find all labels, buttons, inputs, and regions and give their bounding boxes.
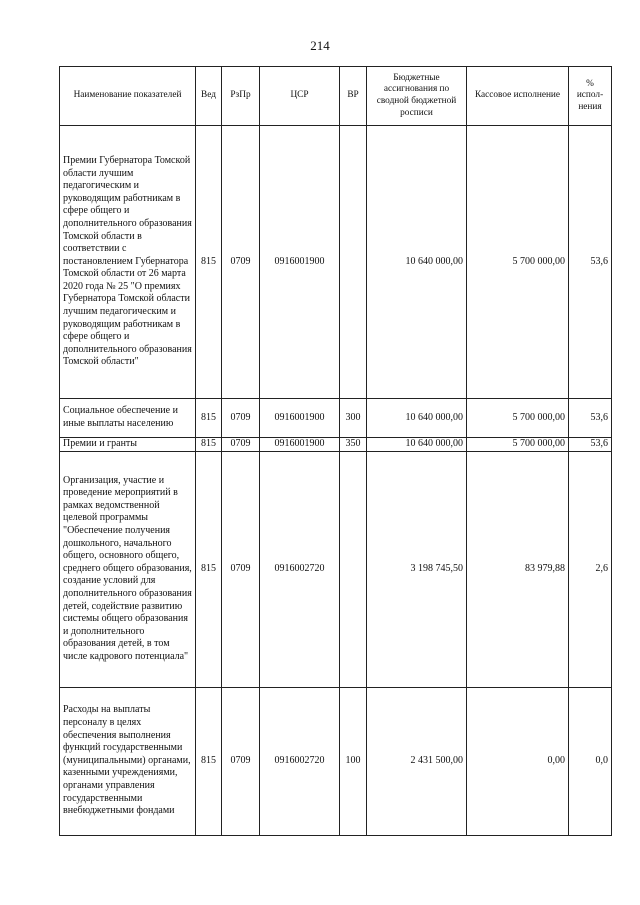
row-kass: 5 700 000,00 [467,399,569,438]
row-csr: 0916001900 [260,399,340,438]
row-plan: 10 640 000,00 [367,399,467,438]
row-name: Премии Губернатора Томской области лучшим педагогическим и руководящим работникам в сфере общего и дополнительного образования Томской области в соответствии с постановлением Губернатора Томской области от 26 марта 2020 года № 25 "О премиях Губернатора Томской области лучшим педагогическим и руководящим работникам в сфере общего и дополнительного образования Томской области" [60,126,196,399]
row-name: Премии и гранты [60,438,196,452]
row-pct: 53,6 [569,126,612,399]
row-rzpr: 0709 [222,126,260,399]
table-header-row [60,67,612,126]
header-csr: ЦСР [260,67,340,126]
row-csr: 0916001900 [260,126,340,399]
row-rzpr: 0709 [222,438,260,452]
table-row [60,438,612,452]
row-ved: 815 [196,451,222,687]
row-plan: 3 198 745,50 [367,451,467,687]
header-plan: Бюджетные ассигнования по сводной бюджетной росписи [367,67,467,126]
row-vr [340,126,367,399]
table-row [60,451,612,687]
header-ved: Вед [196,67,222,126]
row-ved: 815 [196,126,222,399]
row-kass: 83 979,88 [467,451,569,687]
row-name: Организация, участие и проведение мероприятий в рамках ведомственной целевой программы "Обеспечение получения дошкольного, начального общего, основного общего, среднего общего образования, создание условий для дополнительного образования детей, содействие развитию системы общего образования и дополнительного образования детей, в том числе кадрового потенциала" [60,451,196,687]
row-rzpr: 0709 [222,687,260,835]
header-pct: % испол-нения [569,67,612,126]
row-kass: 5 700 000,00 [467,126,569,399]
header-rzpr: РзПр [222,67,260,126]
table-row [60,126,612,399]
row-csr: 0916002720 [260,687,340,835]
page-number: 214 [310,38,330,53]
row-kass: 0,00 [467,687,569,835]
row-pct: 53,6 [569,399,612,438]
row-plan: 10 640 000,00 [367,438,467,452]
header-name: Наименование показателей [60,67,196,126]
row-kass: 5 700 000,00 [467,438,569,452]
row-rzpr: 0709 [222,399,260,438]
budget-execution-table [59,66,612,836]
row-ved: 815 [196,687,222,835]
row-csr: 0916002720 [260,451,340,687]
row-pct: 2,6 [569,451,612,687]
table-row [60,687,612,835]
row-pct: 53,6 [569,438,612,452]
row-plan: 2 431 500,00 [367,687,467,835]
row-vr [340,451,367,687]
table-row [60,399,612,438]
row-ved: 815 [196,438,222,452]
row-plan: 10 640 000,00 [367,126,467,399]
header-vr: ВР [340,67,367,126]
row-ved: 815 [196,399,222,438]
row-csr: 0916001900 [260,438,340,452]
row-vr: 350 [340,438,367,452]
row-name: Социальное обеспечение и иные выплаты населению [60,399,196,438]
row-vr: 300 [340,399,367,438]
row-pct: 0,0 [569,687,612,835]
header-kass: Кассовое исполнение [467,67,569,126]
row-rzpr: 0709 [222,451,260,687]
row-name: Расходы на выплаты персоналу в целях обеспечения выполнения функций государственными (муниципальными) органами, казенными учреждениями, органами управления государственными внебюджетными фондами [60,687,196,835]
row-vr: 100 [340,687,367,835]
